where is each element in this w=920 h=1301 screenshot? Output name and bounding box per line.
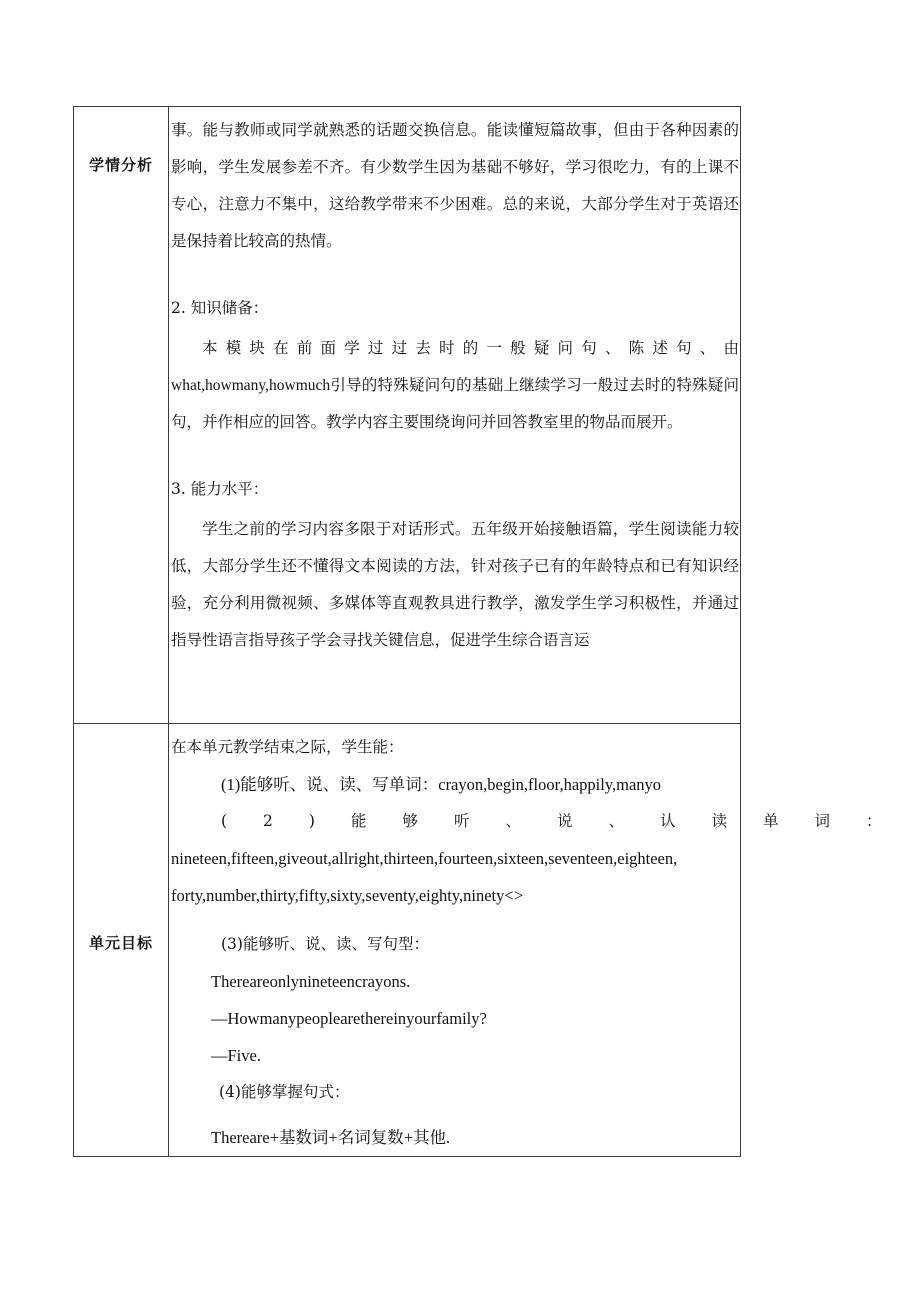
goal-3-sentence-2: —Howmanypeoplearethereinyourfamily? [211, 1009, 487, 1028]
goal-4-heading: (4)能够掌握句式： [219, 1083, 350, 1101]
analysis-paragraph: 事。能与教师或同学就熟悉的话题交换信息。能读懂短篇故事，但由于各种因素的影响，学生发展参差不齐。有少数学生因为基础不够好，学习很吃力，有的上课不专心，注意力不集中，这给教学带来不少困难。总的来说，大部分学生对于英语还是保持着比较高的热情。 [171, 121, 739, 250]
student-analysis-content [171, 112, 739, 722]
goal-3-sentence-3: —Five. [211, 1046, 261, 1065]
ability-paragraph: 学生之前的学习内容多限于对话形式。五年级开始接触语篇，学生阅读能力较低，大部分学生还不懂得文本阅读的方法，针对孩子已有的年龄特点和已有知识经验，充分利用微视频、多媒体等直观教具进行教学，激发学生学习积极性，并通过指导性语言指导孩子学会寻找关键信息，促进学生综合语言运 [171, 520, 739, 649]
goal-2-words-line-1: nineteen,fifteen,giveout,allright,thirteen,fourteen,sixteen,seventeen,eighteen, [171, 849, 678, 868]
goal-3-heading: (3)能够听、说、读、写句型： [221, 935, 429, 953]
lesson-plan-table [73, 106, 918, 1157]
goal-4-pattern: Thereare+基数词+名词复数+其他. [211, 1128, 451, 1147]
ability-heading: 3. 能力水平： [171, 480, 269, 498]
knowledge-paragraph: what,howmany,howmuch引导的特殊疑问句的基础上继续学习一般过去时的特殊疑问句，并作相应的回答。教学内容主要围绕询问并回答教室里的物品而展开。 [171, 377, 739, 431]
goal-2-heading: (2)能够听、说、认读单词： [221, 812, 918, 830]
goal-3-sentence-1: Thereareonlynineteencrayons. [211, 972, 411, 991]
goal-1: (1)能够听、说、读、写单词：crayon,begin,floor,happily,manyo [221, 775, 662, 794]
goals-intro: 在本单元教学结束之际，学生能： [171, 738, 404, 756]
row-label-unit-goals: 单元目标 [88, 934, 153, 952]
row-label-student-analysis: 学情分析 [88, 156, 153, 174]
goal-2-words-line-2: forty,number,thirty,fifty,sixty,seventy,eighty,ninety<> [171, 886, 524, 905]
knowledge-heading: 2. 知识储备： [171, 299, 269, 317]
unit-goals-content [171, 729, 918, 1154]
knowledge-paragraph-line: 本模块在前面学过过去时的一般疑问句、陈述句、由 [202, 339, 739, 357]
row-divider [74, 723, 740, 724]
column-divider [168, 107, 169, 1156]
